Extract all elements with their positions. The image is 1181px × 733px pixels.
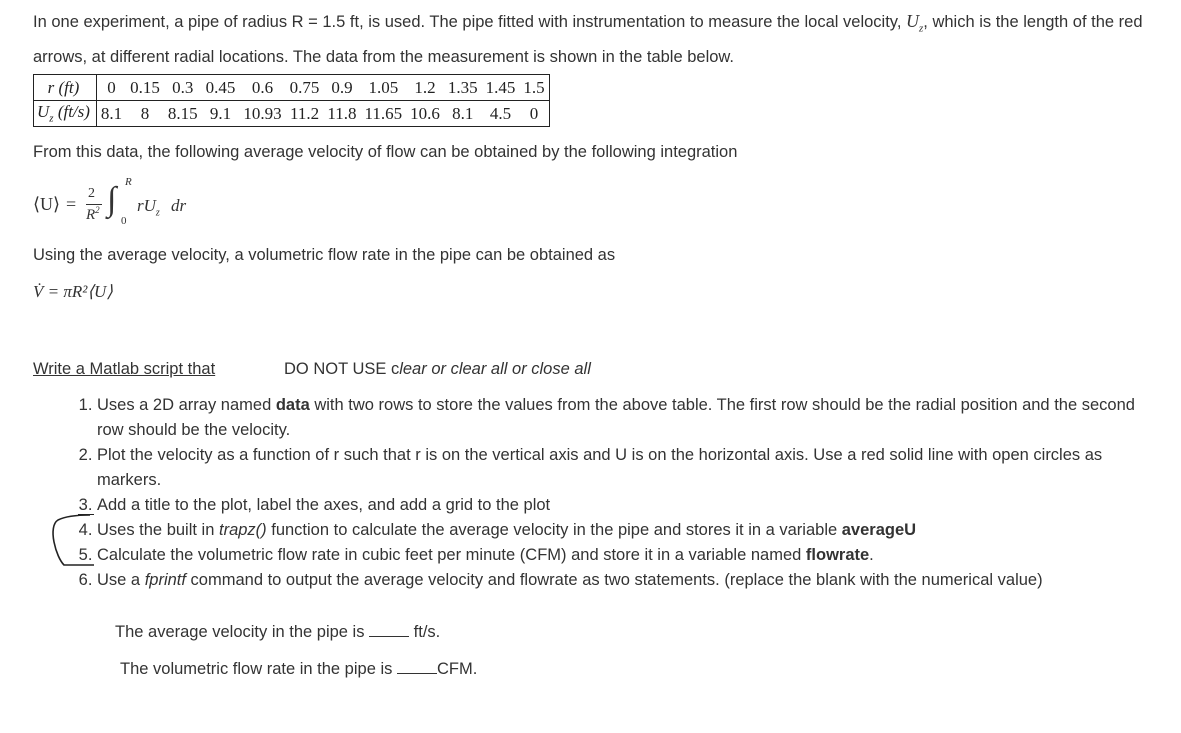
flow-suffix: CFM. xyxy=(436,660,478,678)
step-4-bold: averageU xyxy=(841,521,917,539)
step-6-italic: fprintf xyxy=(144,571,186,589)
eq2-rhs: = πR²⟨U⟩ xyxy=(47,282,113,301)
eq1-upper-limit: R xyxy=(125,176,132,188)
step-1-text-a: Uses a 2D array named xyxy=(97,396,276,414)
instruction-list xyxy=(57,393,1137,593)
velocity-header-units: (ft/s) xyxy=(53,102,90,122)
step-1-text-c: with two rows to store the values from the above table. The first row should be the radial position and the second row should be the velocity. xyxy=(97,396,1135,439)
do-not-use-prefix: DO NOT USE c xyxy=(284,360,400,378)
intro-paragraph xyxy=(33,7,1153,71)
uz-subscript: z xyxy=(919,22,924,35)
eq1-denominator xyxy=(86,205,100,224)
table-row-radius xyxy=(34,75,550,101)
radius-cell: 0.45 xyxy=(202,75,240,101)
step-6-text-c: command to output the average velocity and flowrate as two statements. (replace the blank with the numerical value) xyxy=(185,571,1043,589)
radius-cell: 1.2 xyxy=(406,75,444,101)
velocity-cell: 8.1 xyxy=(100,103,123,123)
step-3: 3. Add a title to the plot, label the axes, and add a grid to the plot xyxy=(97,493,1137,518)
step-6-text-a: Use a xyxy=(97,571,145,589)
step-5-text-a: Calculate the volumetric flow rate in cubic feet per minute (CFM) and store it in a variable named xyxy=(97,546,806,564)
velocity-cell: 4.5 xyxy=(489,103,512,123)
integral-sign: ∫ xyxy=(107,181,117,218)
eq1-den-sup: 2 xyxy=(95,205,100,215)
step-1-bold: data xyxy=(275,396,310,414)
step-5-bold: flowrate xyxy=(805,546,870,564)
step-4-text-a: Uses the built in xyxy=(97,521,219,539)
step-4-italic: trapz() xyxy=(218,521,267,539)
step-6 xyxy=(97,568,1137,593)
velocity-cell: 11.8 xyxy=(327,103,357,123)
uz-symbol xyxy=(906,11,924,35)
flow-intro: Using the average velocity, a volumetric flow rate in the pipe can be obtained as xyxy=(33,246,616,264)
velocity-header-sub: z xyxy=(49,112,54,125)
eq1-lower-limit: 0 xyxy=(121,215,127,227)
step-4-text-c: function to calculate the average velocity in the pipe and stores it in a variable xyxy=(266,521,842,539)
radius-cell: 0.75 xyxy=(286,75,324,101)
uz-letter: U xyxy=(906,11,919,31)
eq1-integrand-sub: z xyxy=(155,207,160,219)
radius-cell: 0.15 xyxy=(126,75,164,101)
average-velocity-equation xyxy=(33,176,203,232)
eq1-integrand-text: rU xyxy=(137,196,156,215)
velocity-cell: 11.2 xyxy=(289,103,320,123)
flowrate-statement xyxy=(120,656,477,683)
avg-blank xyxy=(369,636,409,637)
avg-suffix: ft/s. xyxy=(409,623,441,641)
radius-cell: 1.35 xyxy=(444,75,482,101)
step-5-text-c: . xyxy=(869,546,874,564)
velocity-cell: 8 xyxy=(140,103,150,123)
eq2-lhs: V̇ xyxy=(33,282,44,301)
velocity-cell: 8.15 xyxy=(167,103,198,123)
step-3-number-underline xyxy=(78,514,94,515)
eq1-equals: = xyxy=(66,194,77,214)
eq1-den-letter: R xyxy=(86,207,96,223)
velocity-cell: 0 xyxy=(529,103,539,123)
do-not-use-italic: lear or clear all or close all xyxy=(399,360,591,378)
eq1-lhs: ⟨U⟩ xyxy=(33,194,61,214)
radius-cell: 0.9 xyxy=(323,75,360,101)
table-row-velocity xyxy=(34,101,550,127)
intro-text-1: In one experiment, a pipe of radius R = 1.5 ft, is used. The pipe fitted with instrumentation to measure the local velocity, xyxy=(33,13,906,31)
flow-rate-equation xyxy=(33,282,113,302)
velocity-cell: 11.65 xyxy=(364,103,403,123)
radius-cell: 1.05 xyxy=(361,75,407,101)
velocity-data-table xyxy=(33,74,550,127)
table-header-velocity xyxy=(34,101,97,127)
avg-velocity-statement xyxy=(115,619,440,646)
step-1 xyxy=(97,393,1137,443)
eq1-numerator: 2 xyxy=(88,186,95,201)
velocity-cell: 8.1 xyxy=(452,103,474,123)
flow-prefix: The volumetric flow rate in the pipe is xyxy=(120,660,397,678)
radius-cell: 0.3 xyxy=(164,75,202,101)
radius-cell: 1.5 xyxy=(519,75,549,101)
avg-prefix: The average velocity in the pipe is xyxy=(115,623,370,641)
eq1-integrand xyxy=(137,196,160,218)
velocity-cell: 10.6 xyxy=(410,103,440,123)
radius-cell: 1.45 xyxy=(482,75,520,101)
integration-intro: From this data, the following average velocity of flow can be obtained by the following integration xyxy=(33,143,738,161)
step-4 xyxy=(97,518,1137,543)
write-script-heading: Write a Matlab script that xyxy=(33,360,216,378)
step-5 xyxy=(97,543,1137,568)
velocity-cell: 10.93 xyxy=(243,103,282,123)
eq1-dr: dr xyxy=(171,196,187,215)
radius-cell: 0 xyxy=(96,75,126,101)
do-not-use-warning xyxy=(284,356,591,383)
velocity-header-letter: U xyxy=(37,102,50,122)
radius-cell: 0.6 xyxy=(239,75,285,101)
intro-text-2: , which is the length of the red arrows, at different radial locations. The data from the measurement is shown in the table below. xyxy=(33,13,1143,66)
bracket-annotation xyxy=(50,508,98,570)
velocity-cell: 9.1 xyxy=(209,103,232,123)
step-2: 2. Plot the velocity as a function of r such that r is on the vertical axis and U is on the horizontal axis. Use a red solid line with open circles as markers. xyxy=(97,443,1137,493)
flow-blank xyxy=(397,673,437,674)
table-header-radius: r (ft) xyxy=(34,75,97,101)
